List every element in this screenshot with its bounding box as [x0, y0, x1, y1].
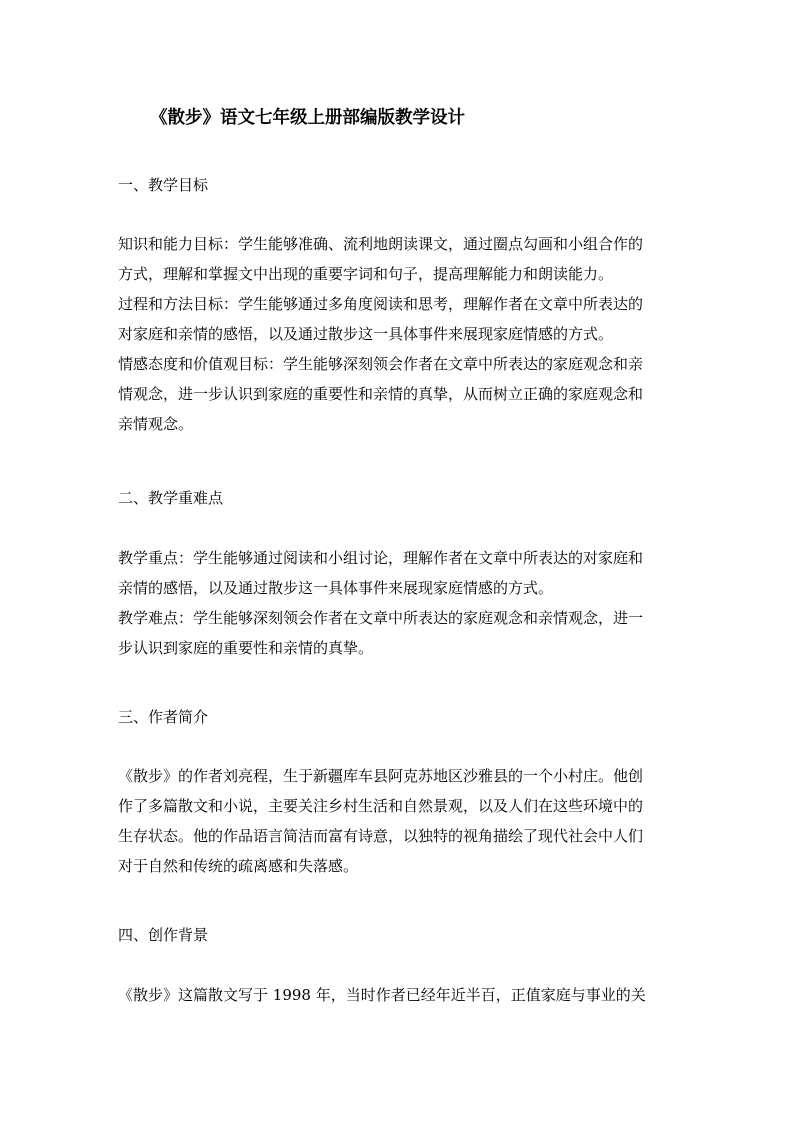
- paragraph-line: 情感态度和价值观目标：学生能够深刻领会作者在文章中所表达的家庭观念和亲: [118, 355, 644, 373]
- document-title: 《散步》语文七年级上册部编版教学设计: [150, 108, 465, 128]
- paragraph-line: 亲情观念。: [118, 415, 194, 433]
- paragraph-line: 《散步》的作者刘亮程，生于新疆库车县阿克苏地区沙雅县的一个小村庄。他创: [118, 767, 644, 785]
- paragraph-line: 对家庭和亲情的感悟，以及通过散步这一具体事件来展现家庭情感的方式。: [118, 325, 614, 343]
- section-body-creation-background: [118, 980, 680, 1010]
- section-heading-key-points: 二、教学重难点: [118, 489, 224, 507]
- paragraph-line: 教学重点：学生能够通过阅读和小组讨论，理解作者在文章中所表达的对家庭和: [118, 549, 644, 567]
- paragraph-line: 方式，理解和掌握文中出现的重要字词和句子，提高理解能力和朗读能力。: [118, 265, 614, 283]
- paragraph-line: 步认识到家庭的重要性和亲情的真挚。: [118, 639, 374, 657]
- section-body-key-points: [118, 543, 680, 663]
- paragraph-line: 生存状态。他的作品语言简洁而富有诗意，以独特的视角描绘了现代社会中人们: [118, 827, 644, 845]
- paragraph-line: 亲情的感悟，以及通过散步这一具体事件来展现家庭情感的方式。: [118, 579, 554, 597]
- paragraph-line: 对于自然和传统的疏离感和失落感。: [118, 857, 359, 875]
- paragraph-line: 情观念，进一步认识到家庭的重要性和亲情的真挚，从而树立正确的家庭观念和: [118, 385, 644, 403]
- paragraph-line: 知识和能力目标：学生能够准确、流利地朗读课文，通过圈点勾画和小组合作的: [118, 235, 644, 253]
- paragraph-line: 《散步》这篇散文写于 1998 年，当时作者已经年近半百，正值家庭与事业的关: [118, 986, 646, 1004]
- paragraph-line: 作了多篇散文和小说，主要关注乡村生活和自然景观，以及人们在这些环境中的: [118, 797, 644, 815]
- section-body-author-intro: [118, 761, 680, 881]
- section-heading-creation-background: 四、创作背景: [118, 926, 209, 944]
- paragraph-line: 过程和方法目标：学生能够通过多角度阅读和思考，理解作者在文章中所表达的: [118, 295, 644, 313]
- section-heading-author-intro: 三、作者简介: [118, 708, 209, 726]
- section-body-teaching-goals: [118, 229, 680, 439]
- section-heading-teaching-goals: 一、教学目标: [118, 176, 209, 194]
- paragraph-line: 教学难点：学生能够深刻领会作者在文章中所表达的家庭观念和亲情观念，进一: [118, 609, 644, 627]
